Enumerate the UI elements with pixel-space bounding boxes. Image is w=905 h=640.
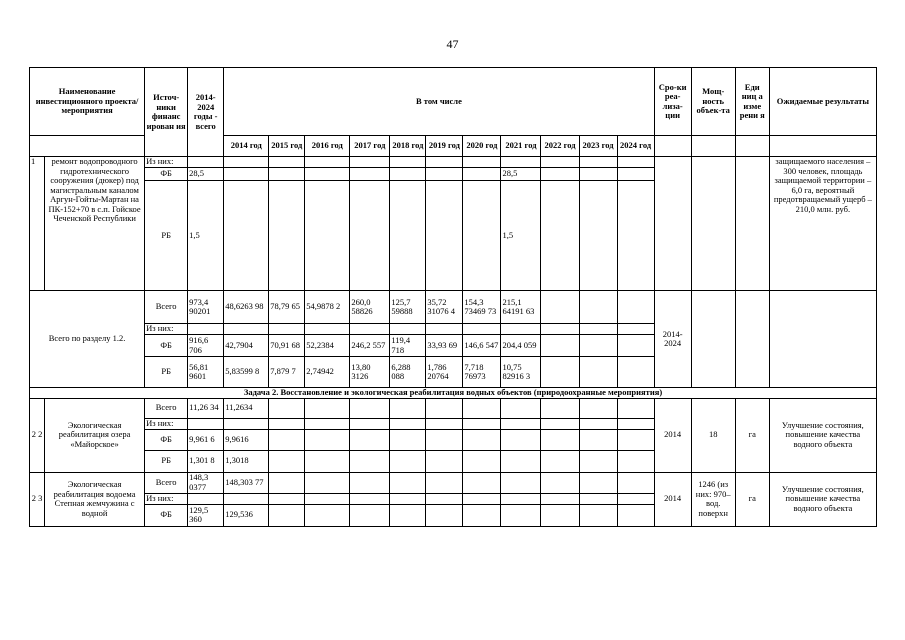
project-name: Экологическая реабилитация водоема Степная жемчужина с водной [45,472,145,526]
investment-table [29,67,877,527]
table-row: Из них: [30,324,877,335]
section-terms: 2014-2024 [654,291,691,388]
table-row [30,388,877,399]
project-number: 2 2 [30,398,45,472]
project-number: 2 3 [30,472,45,526]
header-total: 2014-2024 годы - всего [188,68,224,157]
year-2017: 2017 год [350,136,390,157]
project-name: Экологическая реабилитация озера «Майорское» [45,398,145,472]
table-row: РБ 56,81 9601 5,83599 8 7,879 7 2,74942 13,80 3126 6,288 088 1,786 20764 7,718 76973 10,75 82916 3 [30,357,877,388]
table-row: ФБ 28,5 28,5 [30,168,877,181]
section-total-label: Всего по разделу 1.2. [30,291,145,388]
project-name: ремонт водопроводного гидротехнического сооружения (дюкер) под магистральным каналом Аргун-Гойты-Мартан на ПК-152+70 в с.п. Гойское Чеченской Республики [45,157,145,291]
project-unit: га [735,472,769,526]
table-row: 1 ремонт водопроводного гидротехнического сооружения (дюкер) под магистральным каналом Аргун-Гойты-Мартан на ПК-152+70 в с.п. Гойское Чеченской Республики Из них: защищаемого населения – 300 человек, площадь защищаемой территории – 6,0 га, вероятный предотвращаемый ущерб – 210,0 млн. руб. [30,157,877,168]
table-row: Всего по разделу 1.2. Всего 973,4 90201 48,6263 98 78,79 65 54,9878 2 260,0 58826 125,7 59888 35,72 31076 4 154,3 73469 73 215,1 64191 63 2014-2024 [30,291,877,324]
year-2014: 2014 год [224,136,269,157]
year-2022: 2022 год [541,136,579,157]
header-name: Наименование инвестиционного проекта/мероприятия [30,68,145,136]
table-row: ФБ 9,961 6 9,9616 [30,429,877,450]
year-2018: 2018 год [390,136,426,157]
project-results: Улучшение состояния, повышение качества водного объекта [769,398,876,472]
project-capacity: 1246 (из них: 970– вод. поверхн [691,472,735,526]
year-2019: 2019 год [426,136,463,157]
project-terms: 2014 [654,472,691,526]
project-number: 1 [30,157,45,291]
year-2021: 2021 год [501,136,541,157]
header-terms: Сро-ки реа-лиза-ции [654,68,691,136]
table-row: 2 2 Экологическая реабилитация озера «Майорское» Всего 11,26 34 11,2634 2014 18 га Улучшение состояния, повышение качества водного объекта [30,398,877,418]
year-2016: 2016 год [305,136,350,157]
table-row: Из них: [30,418,877,429]
header-capacity: Мощ-ность объек-та [691,68,735,136]
project-capacity: 18 [691,398,735,472]
header-results: Ожидаемые результаты [769,68,876,136]
project-terms: 2014 [654,398,691,472]
table-row: Из них: [30,493,877,504]
year-2015: 2015 год [269,136,305,157]
table-row: РБ 1,301 8 1,3018 [30,450,877,472]
header-including: В том числе [224,68,654,136]
year-2023: 2023 год [579,136,617,157]
task-2-heading: Задача 2. Восстановление и экологическая реабилитация водных объектов (природоохранные мероприятия) [30,388,877,399]
table-row: 2 3 Экологическая реабилитация водоема Степная жемчужина с водной Всего 148,3 0377 148,303 77 2014 1246 (из них: 970– вод. поверхн га Улучшение состояния, повышение качества водного объекта [30,472,877,493]
page-number: 47 [446,37,459,51]
header-source: Источ-ники финанс ирован ия [145,68,188,157]
project-results: защищаемого населения – 300 человек, площадь защищаемой территории – 6,0 га, вероятный предотвращаемый ущерб – 210,0 млн. руб. [769,157,876,291]
year-2020: 2020 год [463,136,501,157]
table-row: ФБ 916,6 706 42,7904 70,91 68 52,2384 246,2 557 119,4 718 33,93 69 146,6 547 204,4 059 [30,335,877,357]
header-unit: Еди ниц а изме рени я [735,68,769,136]
project-results: Улучшение состояния, повышение качества водного объекта [769,472,876,526]
table-row: РБ 1,5 1,5 [30,181,877,291]
header-row-1 [30,68,877,136]
year-2024: 2024 год [617,136,654,157]
project-unit: га [735,398,769,472]
table-row: ФБ 129,5 360 129,536 [30,504,877,526]
